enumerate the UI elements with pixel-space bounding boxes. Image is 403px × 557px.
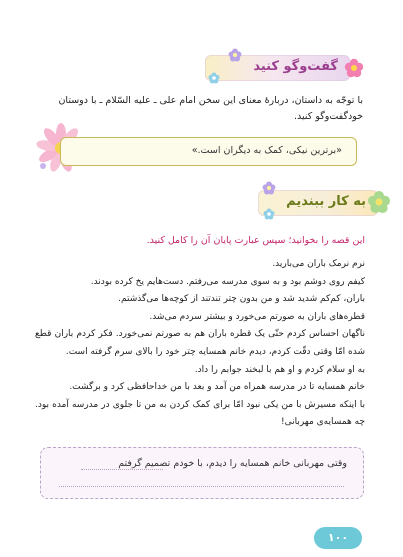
answer-blank-line[interactable]: [59, 486, 344, 487]
flower-icon: [262, 181, 276, 195]
quote-text: «برترین نیکی، کمک به دیگران است.»: [191, 145, 342, 156]
conversation-intro: با توجّه به داستان، دربارۀ معنای این سخن امام علی ـ علیه السّلام ـ با دوستان خودگفت‌وگو کنید.: [58, 95, 363, 122]
flower-icon: [263, 208, 275, 220]
flower-icon: [228, 48, 242, 62]
story-line: به او سلام کردم و او هم با لبخند جوابم را داد.: [194, 364, 365, 375]
conversation-title: گفت‌وگو کنید: [253, 59, 338, 74]
story-line: خانم همسایه تا در مدرسه همراه من آمد و بعد با من خداحافظی کرد و برگشت.: [69, 382, 365, 393]
story-line: باران، کم‌کم شدید شد و من بدون چتر تندتند از کوچه‌ها می‌گذشتم.: [118, 294, 365, 305]
flower-icon: [344, 58, 364, 78]
flower-icon: [208, 72, 220, 84]
apply-header: [258, 190, 378, 216]
story-line: کیفم روی دوشم بود و به سوی مدرسه می‌رفتم. دست‌هایم یخ کرده بودند.: [90, 276, 365, 287]
answer-blank-line[interactable]: [81, 469, 163, 470]
conversation-header: [205, 55, 350, 81]
story-line: قطره‌های باران به صورتم می‌خورد و بیشتر سردم می‌شد.: [149, 311, 365, 322]
apply-title: به کار ببندیم: [286, 194, 366, 209]
page-number: ۱۰۰: [327, 531, 349, 544]
answer-box[interactable]: [40, 447, 364, 499]
quote-box: [60, 137, 357, 166]
story-line: ناگهان احساس کردم حتّی یک قطره باران هم به صورتم نمی‌خورد. فکر کردم باران قطع شده امّا وقتی دقّت کردم، دیدم خانم همسایه چتر خود را بالای سرم گرفته است.: [35, 329, 365, 357]
story-line: نرم نرمک باران می‌بارید.: [272, 259, 365, 269]
apply-instruction: این قصه را بخوانید؛ سپس عبارت پایان آن را کامل کنید.: [146, 235, 365, 246]
page-number-badge: [314, 527, 362, 549]
story-line: با اینکه مسیرش با من یکی نبود امّا برای کمک کردن به من تا جلوی در مدرسه آمده بود. چه همسایه‌ی مهربانی!: [35, 399, 365, 428]
flower-icon: [367, 190, 391, 214]
answer-prompt: وقتی مهربانی خانم همسایه را دیدم، با خودم تصمیم گرفتم: [118, 458, 347, 469]
story-text: [35, 256, 365, 432]
